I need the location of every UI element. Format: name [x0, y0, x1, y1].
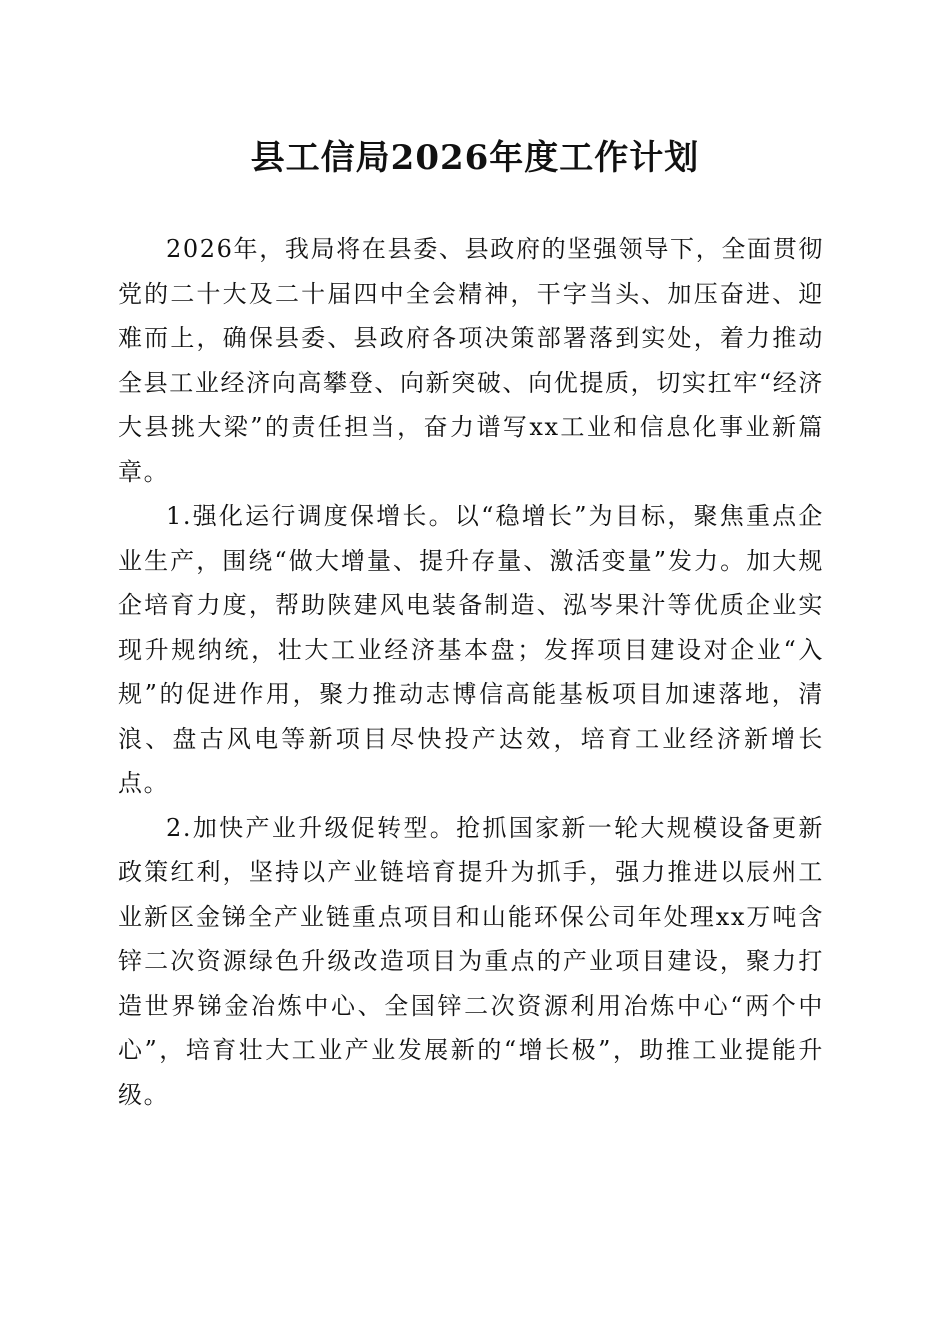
- section-2-paragraph: 2.加快产业升级促转型。抢抓国家新一轮大规模设备更新政策红利，坚持以产业链培育提升为抓手，强力推进以辰州工业新区金锑全产业链重点项目和山能环保公司年处理xx万吨含锌二次资源绿色升级改造项目为重点的产业项目建设，聚力打造世界锑金冶炼中心、全国锌二次资源利用冶炼中心“两个中心”，培育壮大工业产业发展新的“增长极”，助推工业提能升级。: [118, 813, 824, 1109]
- document-title: 县工信局2026年度工作计划: [250, 138, 700, 178]
- intro-paragraph: 2026年，我局将在县委、县政府的坚强领导下，全面贯彻党的二十大及二十届四中全会精神，干字当头、加压奋进、迎难而上，确保县委、县政府各项决策部署落到实处，着力推动全县工业经济向高攀登、向新突破、向优提质，切实扛牢“经济大县挑大梁”的责任担当，奋力谱写xx工业和信息化事业新篇章。: [118, 235, 824, 486]
- document-body: [118, 227, 824, 1117]
- section-1-paragraph: 1.强化运行调度保增长。以“稳增长”为目标，聚焦重点企业生产，围绕“做大增量、提升存量、激活变量”发力。加大规企培育力度，帮助陕建风电装备制造、泓岑果汁等优质企业实现升规纳统，壮大工业经济基本盘；发挥项目建设对企业“入规”的促进作用，聚力推动志博信高能基板项目加速落地，清浪、盘古风电等新项目尽快投产达效，培育工业经济新增长点。: [118, 502, 824, 797]
